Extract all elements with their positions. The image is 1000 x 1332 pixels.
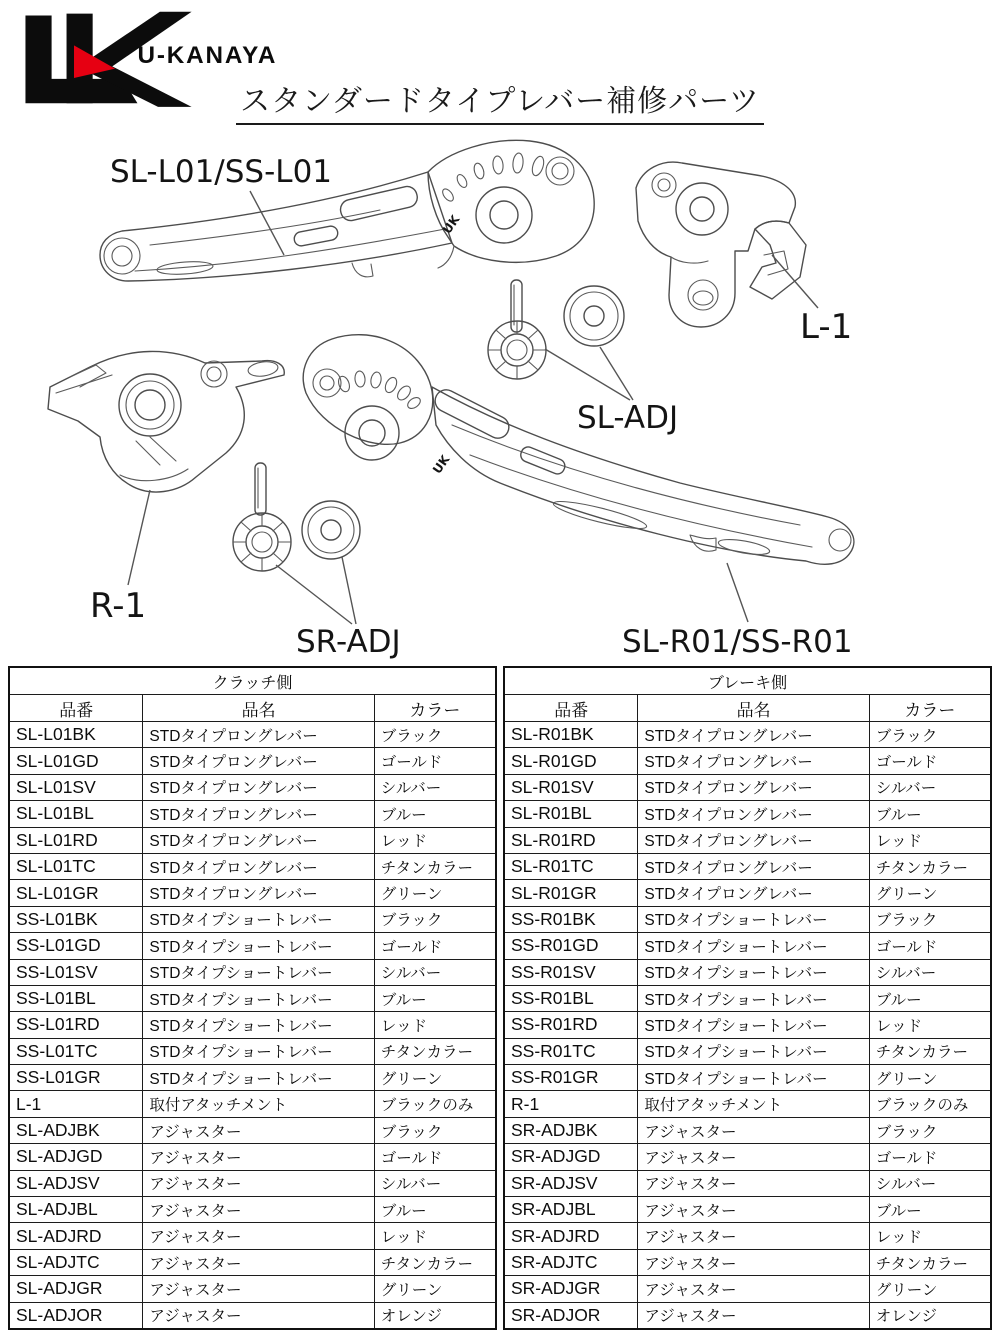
- part-number-cell: SR-ADJBL: [504, 1197, 638, 1223]
- part-number-cell: SL-R01SV: [504, 774, 638, 800]
- color-cell: ブラック: [374, 722, 496, 748]
- table-row: [9, 985, 496, 1011]
- table-row: [504, 1249, 991, 1275]
- part-name-cell: STDタイプショートレバー: [638, 959, 869, 985]
- table-row: [9, 1197, 496, 1223]
- color-cell: ブラック: [374, 1117, 496, 1143]
- color-cell: シルバー: [869, 1170, 991, 1196]
- part-name-cell: アジャスター: [638, 1249, 869, 1275]
- table-row: [504, 1012, 991, 1038]
- part-number-cell: SL-R01BK: [504, 722, 638, 748]
- part-name-cell: アジャスター: [143, 1170, 374, 1196]
- color-cell: ブラック: [374, 906, 496, 932]
- color-cell: チタンカラー: [869, 1249, 991, 1275]
- part-number-cell: SL-ADJTC: [9, 1249, 143, 1275]
- part-number-cell: SL-R01GR: [504, 880, 638, 906]
- part-name-cell: STDタイプロングレバー: [143, 774, 374, 800]
- color-cell: グリーン: [869, 1276, 991, 1302]
- color-cell: ゴールド: [374, 1144, 496, 1170]
- part-name-cell: STDタイプショートレバー: [143, 1065, 374, 1091]
- part-number-cell: SL-ADJBK: [9, 1117, 143, 1143]
- part-name-cell: STDタイプロングレバー: [143, 853, 374, 879]
- part-number-cell: SR-ADJSV: [504, 1170, 638, 1196]
- brand-name: U-KANAYA: [137, 42, 278, 70]
- label-brake-lever: SL-R01/SS-R01: [622, 624, 853, 660]
- part-number-cell: SS-R01BL: [504, 985, 638, 1011]
- part-number-cell: SL-ADJGD: [9, 1144, 143, 1170]
- color-cell: ブルー: [374, 801, 496, 827]
- color-cell: レッド: [869, 827, 991, 853]
- part-name-cell: STDタイプショートレバー: [143, 985, 374, 1011]
- part-number-cell: SS-R01GD: [504, 933, 638, 959]
- label-clutch-adjuster: SL-ADJ: [577, 400, 679, 436]
- part-number-cell: SL-R01RD: [504, 827, 638, 853]
- part-name-cell: アジャスター: [638, 1276, 869, 1302]
- part-name-cell: STDタイプショートレバー: [143, 1038, 374, 1064]
- color-cell: ゴールド: [374, 748, 496, 774]
- part-name-cell: 取付アタッチメント: [638, 1091, 869, 1117]
- color-cell: ブラック: [869, 1117, 991, 1143]
- part-number-cell: SL-ADJSV: [9, 1170, 143, 1196]
- part-number-cell: SL-R01GD: [504, 748, 638, 774]
- column-header-part-number: 品番: [9, 695, 143, 722]
- part-number-cell: SR-ADJGR: [504, 1276, 638, 1302]
- color-cell: レッド: [374, 1223, 496, 1249]
- table-row: [504, 1302, 991, 1329]
- table-row: [504, 853, 991, 879]
- parts-diagram: [0, 125, 1000, 665]
- part-number-cell: SL-L01TC: [9, 853, 143, 879]
- column-header-part-number: 品番: [504, 695, 638, 722]
- color-cell: レッド: [869, 1223, 991, 1249]
- brake-parts-table: [503, 666, 992, 1330]
- table-row: [9, 880, 496, 906]
- color-cell: ゴールド: [869, 748, 991, 774]
- table-row: [504, 1170, 991, 1196]
- table-row: [9, 1144, 496, 1170]
- part-name-cell: STDタイプショートレバー: [638, 1012, 869, 1038]
- part-number-cell: SL-ADJGR: [9, 1276, 143, 1302]
- part-name-cell: STDタイプショートレバー: [638, 1065, 869, 1091]
- table-row: [9, 1038, 496, 1064]
- part-name-cell: アジャスター: [143, 1276, 374, 1302]
- color-cell: チタンカラー: [374, 1249, 496, 1275]
- part-number-cell: SR-ADJRD: [504, 1223, 638, 1249]
- part-name-cell: STDタイプロングレバー: [638, 722, 869, 748]
- table-title: ブレーキ側: [504, 667, 991, 695]
- table-row: [504, 880, 991, 906]
- color-cell: チタンカラー: [869, 853, 991, 879]
- color-cell: シルバー: [374, 1170, 496, 1196]
- part-name-cell: アジャスター: [638, 1223, 869, 1249]
- color-cell: レッド: [869, 1012, 991, 1038]
- part-name-cell: STDタイプロングレバー: [638, 801, 869, 827]
- part-name-cell: 取付アタッチメント: [143, 1091, 374, 1117]
- table-row: [9, 1091, 496, 1117]
- table-row: [9, 1302, 496, 1329]
- table-row: [504, 1144, 991, 1170]
- part-name-cell: アジャスター: [638, 1117, 869, 1143]
- part-name-cell: アジャスター: [143, 1302, 374, 1329]
- part-number-cell: SR-ADJOR: [504, 1302, 638, 1329]
- part-name-cell: STDタイプショートレバー: [638, 1038, 869, 1064]
- color-cell: ブラックのみ: [869, 1091, 991, 1117]
- part-number-cell: SS-R01RD: [504, 1012, 638, 1038]
- part-name-cell: STDタイプロングレバー: [143, 827, 374, 853]
- table-row: [504, 1091, 991, 1117]
- color-cell: グリーン: [869, 1065, 991, 1091]
- uk-mark: UK: [429, 452, 453, 477]
- table-row: [9, 1223, 496, 1249]
- part-name-cell: アジャスター: [143, 1117, 374, 1143]
- table-row: [504, 801, 991, 827]
- color-cell: ブルー: [374, 985, 496, 1011]
- part-number-cell: SL-ADJBL: [9, 1197, 143, 1223]
- part-number-cell: R-1: [504, 1091, 638, 1117]
- color-cell: ブラックのみ: [374, 1091, 496, 1117]
- part-name-cell: STDタイプロングレバー: [638, 748, 869, 774]
- color-cell: シルバー: [374, 959, 496, 985]
- label-brake-attachment: R-1: [90, 586, 147, 626]
- column-header-color: カラー: [374, 695, 496, 722]
- clutch-adjuster-drawing: [488, 280, 624, 379]
- part-name-cell: アジャスター: [143, 1144, 374, 1170]
- table-row: [9, 1117, 496, 1143]
- table-row: [504, 1117, 991, 1143]
- color-cell: シルバー: [869, 774, 991, 800]
- table-row: [9, 774, 496, 800]
- label-clutch-lever: SL-L01/SS-L01: [110, 154, 333, 190]
- part-number-cell: SR-ADJTC: [504, 1249, 638, 1275]
- clutch-attachment-drawing: [636, 162, 806, 327]
- part-name-cell: STDタイプショートレバー: [143, 933, 374, 959]
- part-name-cell: STDタイプショートレバー: [143, 1012, 374, 1038]
- part-name-cell: STDタイプロングレバー: [143, 801, 374, 827]
- color-cell: ゴールド: [869, 1144, 991, 1170]
- label-clutch-attachment: L-1: [800, 307, 853, 347]
- part-number-cell: SS-L01GD: [9, 933, 143, 959]
- part-name-cell: STDタイプロングレバー: [638, 827, 869, 853]
- color-cell: チタンカラー: [374, 1038, 496, 1064]
- part-name-cell: アジャスター: [638, 1302, 869, 1329]
- part-number-cell: SL-L01GD: [9, 748, 143, 774]
- table-row: [504, 748, 991, 774]
- color-cell: レッド: [374, 827, 496, 853]
- table-row: [9, 1012, 496, 1038]
- color-cell: ブルー: [869, 1197, 991, 1223]
- part-number-cell: SR-ADJBK: [504, 1117, 638, 1143]
- color-cell: チタンカラー: [374, 853, 496, 879]
- color-cell: シルバー: [374, 774, 496, 800]
- table-row: [504, 1223, 991, 1249]
- color-cell: グリーン: [869, 880, 991, 906]
- part-number-cell: SS-L01RD: [9, 1012, 143, 1038]
- table-row: [504, 1276, 991, 1302]
- part-number-cell: SS-L01TC: [9, 1038, 143, 1064]
- table-row: [9, 933, 496, 959]
- table-row: [9, 1170, 496, 1196]
- part-number-cell: SS-R01GR: [504, 1065, 638, 1091]
- color-cell: ブルー: [869, 801, 991, 827]
- part-name-cell: STDタイプショートレバー: [638, 906, 869, 932]
- uk-mark: UK: [439, 212, 463, 237]
- part-name-cell: STDタイプロングレバー: [638, 853, 869, 879]
- table-row: [9, 722, 496, 748]
- table-row: [9, 801, 496, 827]
- color-cell: チタンカラー: [869, 1038, 991, 1064]
- column-header-part-name: 品名: [143, 695, 374, 722]
- part-name-cell: STDタイプロングレバー: [143, 748, 374, 774]
- part-name-cell: STDタイプショートレバー: [638, 985, 869, 1011]
- table-row: [504, 722, 991, 748]
- part-number-cell: SL-L01GR: [9, 880, 143, 906]
- part-name-cell: アジャスター: [638, 1197, 869, 1223]
- table-row: [9, 1276, 496, 1302]
- part-number-cell: SL-L01BL: [9, 801, 143, 827]
- part-name-cell: アジャスター: [143, 1197, 374, 1223]
- part-name-cell: アジャスター: [638, 1170, 869, 1196]
- table-row: [9, 959, 496, 985]
- table-title: クラッチ側: [9, 667, 496, 695]
- table-row: [504, 827, 991, 853]
- part-number-cell: SL-R01BL: [504, 801, 638, 827]
- table-row: [504, 906, 991, 932]
- table-row: [9, 853, 496, 879]
- part-name-cell: アジャスター: [143, 1223, 374, 1249]
- table-row: [504, 985, 991, 1011]
- label-brake-adjuster: SR-ADJ: [296, 624, 401, 660]
- part-number-cell: SL-ADJRD: [9, 1223, 143, 1249]
- part-number-cell: SR-ADJGD: [504, 1144, 638, 1170]
- part-name-cell: アジャスター: [143, 1249, 374, 1275]
- brake-attachment-drawing: [48, 351, 284, 492]
- brake-adjuster-drawing: [233, 463, 360, 571]
- table-row: [9, 1249, 496, 1275]
- table-row: [9, 906, 496, 932]
- part-number-cell: L-1: [9, 1091, 143, 1117]
- part-number-cell: SS-L01SV: [9, 959, 143, 985]
- clutch-parts-table: [8, 666, 497, 1330]
- part-name-cell: STDタイプロングレバー: [143, 880, 374, 906]
- part-number-cell: SS-L01BK: [9, 906, 143, 932]
- table-row: [9, 748, 496, 774]
- color-cell: グリーン: [374, 1276, 496, 1302]
- color-cell: ブラック: [869, 906, 991, 932]
- page-title: スタンダードタイプレバー補修パーツ: [0, 76, 1000, 125]
- part-number-cell: SS-R01SV: [504, 959, 638, 985]
- column-header-color: カラー: [869, 695, 991, 722]
- color-cell: グリーン: [374, 880, 496, 906]
- color-cell: オレンジ: [374, 1302, 496, 1329]
- color-cell: ゴールド: [869, 933, 991, 959]
- color-cell: オレンジ: [869, 1302, 991, 1329]
- part-number-cell: SS-L01BL: [9, 985, 143, 1011]
- part-number-cell: SS-R01TC: [504, 1038, 638, 1064]
- column-header-part-name: 品名: [638, 695, 869, 722]
- part-name-cell: STDタイプショートレバー: [143, 906, 374, 932]
- color-cell: ブラック: [869, 722, 991, 748]
- color-cell: ゴールド: [374, 933, 496, 959]
- table-row: [504, 1197, 991, 1223]
- part-number-cell: SL-L01SV: [9, 774, 143, 800]
- part-number-cell: SL-L01RD: [9, 827, 143, 853]
- part-number-cell: SL-ADJOR: [9, 1302, 143, 1329]
- color-cell: グリーン: [374, 1065, 496, 1091]
- color-cell: ブルー: [869, 985, 991, 1011]
- color-cell: ブルー: [374, 1197, 496, 1223]
- part-number-cell: SS-R01BK: [504, 906, 638, 932]
- part-name-cell: STDタイプロングレバー: [638, 880, 869, 906]
- part-name-cell: STDタイプロングレバー: [638, 774, 869, 800]
- color-cell: レッド: [374, 1012, 496, 1038]
- table-row: [504, 1038, 991, 1064]
- table-row: [504, 774, 991, 800]
- table-row: [504, 1065, 991, 1091]
- table-row: [9, 1065, 496, 1091]
- part-number-cell: SS-L01GR: [9, 1065, 143, 1091]
- table-row: [504, 959, 991, 985]
- part-name-cell: STDタイプショートレバー: [638, 933, 869, 959]
- part-name-cell: アジャスター: [638, 1144, 869, 1170]
- part-number-cell: SL-R01TC: [504, 853, 638, 879]
- table-row: [504, 933, 991, 959]
- part-name-cell: STDタイプロングレバー: [143, 722, 374, 748]
- table-row: [9, 827, 496, 853]
- color-cell: シルバー: [869, 959, 991, 985]
- part-number-cell: SL-L01BK: [9, 722, 143, 748]
- part-name-cell: STDタイプショートレバー: [143, 959, 374, 985]
